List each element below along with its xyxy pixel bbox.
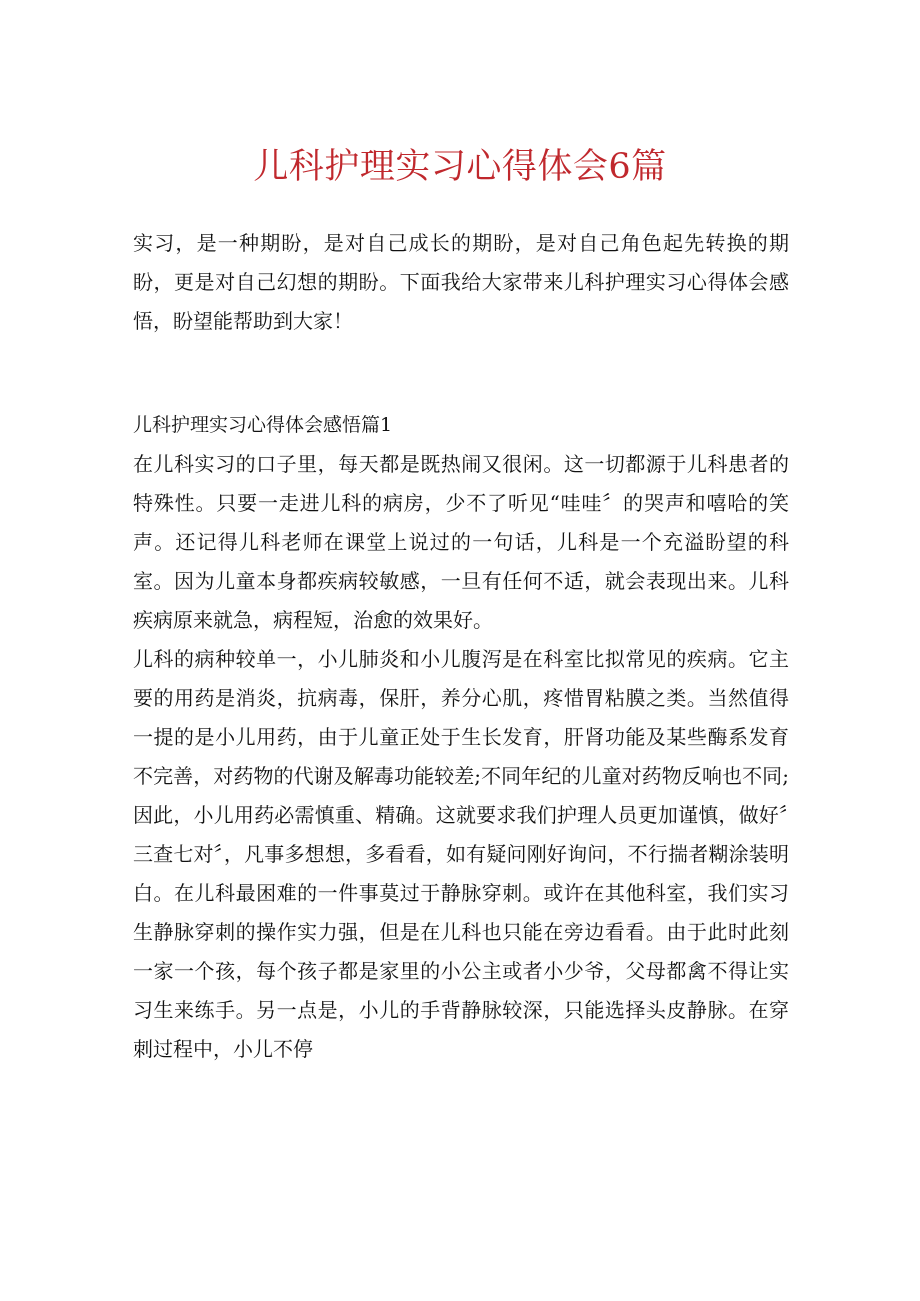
document-title: 儿科护理实习心得体会6篇 [253,147,667,187]
body-paragraph-1: 在儿科实习的口子里，每天都是既热闹又很闲。这一切都源于儿科患者的特殊性。只要一走进儿科的病房，少不了听见“哇哇〞的哭声和嘻哈的笑声。还记得儿科老师在课堂上说过的一句话，儿科是一个充溢盼望的科室。因为儿童本身都疾病较敏感，一旦有任何不适，就会表现出来。儿科疾病原来就急，病程短，治愈的效果好。 [133,452,789,632]
intro-paragraph: 实习，是一种期盼，是对自己成长的期盼，是对自己角色起先转换的期盼，更是对自己幻想的期盼。下面我给大家带来儿科护理实习心得体会感悟，盼望能帮助到大家！ [133,231,789,333]
body-paragraph-2: 儿科的病种较单一，小儿肺炎和小儿腹泻是在科室比拟常见的疾病。它主要的用药是消炎，抗病毒，保肝，养分心肌，疼惜胃粘膜之类。当然值得一提的是小儿用药，由于儿童正处于生长发育，肝肾功能及某些酶系发育不完善，对药物的代谢及解毒功能较差;不同年纪的儿童对药物反响也不同;因此，小儿用药必需慎重、精确。这就要求我们护理人员更加谨慎，做好〞三查七对〞，凡事多想想，多看看，如有疑问刚好询问，不行揣者糊涂装明白。在儿科最困难的一件事莫过于静脉穿刺。或许在其他科室，我们实习生静脉穿刺的操作实力强，但是在儿科也只能在旁边看看。由于此时此刻一家一个孩，每个孩子都是家里的小公主或者小少爷，父母都禽不得让实习生来练手。另一点是，小儿的手背静脉较深，只能选择头皮静脉。在穿刺过程中，小儿不停 [133,647,789,1061]
section-heading: 儿科护理实习心得体会感悟篇1 [133,414,393,436]
document-body [133,224,789,1069]
